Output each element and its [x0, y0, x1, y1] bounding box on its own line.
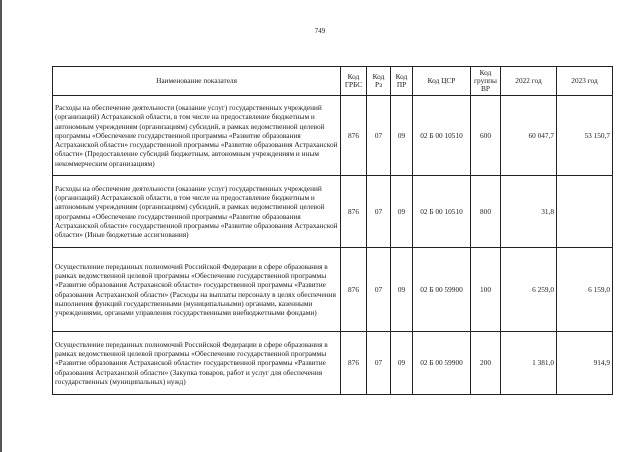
row-grbs: 876	[341, 96, 367, 176]
table-header	[53, 67, 613, 96]
row-csr: 02 Б 00 10510	[413, 176, 471, 248]
page-number: 749	[314, 27, 326, 35]
row-rz: 07	[367, 248, 391, 332]
header-rz: Код Рз	[367, 67, 391, 96]
row-vr: 800	[471, 176, 501, 248]
row-pr: 09	[391, 176, 413, 248]
row-grbs: 876	[341, 248, 367, 332]
row-csr: 02 Б 00 10510	[413, 96, 471, 176]
table-body	[53, 96, 613, 395]
header-2022: 2022 год	[501, 67, 557, 96]
row-2023: 914,9	[557, 332, 613, 395]
row-2022: 31,8	[501, 176, 557, 248]
row-grbs: 876	[341, 332, 367, 395]
row-vr: 200	[471, 332, 501, 395]
header-2023: 2023 год	[557, 67, 613, 96]
row-vr: 600	[471, 96, 501, 176]
budget-table	[52, 66, 613, 395]
row-pr: 09	[391, 96, 413, 176]
scan-left-edge	[0, 0, 2, 452]
row-rz: 07	[367, 332, 391, 395]
row-2023	[557, 176, 613, 248]
row-rz: 07	[367, 96, 391, 176]
row-pr: 09	[391, 248, 413, 332]
row-name: Расходы на обеспечение деятельности (оказание услуг) государственных учреждений (организаций) Астраханской области, в том числе на предоставление бюджетным и автономным учреждениям (организациям) субсидий, в рамках ведомственной целевой программы «Обеспечение государственной программы «Развитие образования Астраханской области» государственной программы «Развитие образования Астраханской области» (Предоставление субсидий бюджетным, автономным учреждениям и иным некоммерческим организациям)	[53, 96, 341, 176]
row-csr: 02 Б 00 59900	[413, 332, 471, 395]
table-row	[53, 176, 613, 248]
header-pr: Код ПР	[391, 67, 413, 96]
table-row	[53, 248, 613, 332]
row-2023: 53 150,7	[557, 96, 613, 176]
header-row	[53, 67, 613, 96]
row-2023: 6 159,0	[557, 248, 613, 332]
row-pr: 09	[391, 332, 413, 395]
header-grbs: Код ГРБС	[341, 67, 367, 96]
row-name: Расходы на обеспечение деятельности (оказание услуг) государственных учреждений (организаций) Астраханской области, в том числе на предоставление бюджетным и автономным учреждениям (организациям) субсидий, в рамках ведомственной целевой программы «Обеспечение государственной программы «Развитие образования Астраханской области» государственной программы «Развитие образования Астраханской области» (Иные бюджетные ассигнования)	[53, 176, 341, 248]
row-rz: 07	[367, 176, 391, 248]
header-csr: Код ЦСР	[413, 67, 471, 96]
header-vr: Код группы ВР	[471, 67, 501, 96]
row-name: Осуществление переданных полномочий Российской Федерации в сфере образования в рамках ведомственной целевой программы «Обеспечение государственной программы «Развитие образования Астраханской области» государственной программы «Развитие образования Астраханской области» (Закупка товаров, работ и услуг для обеспечения государственных (муниципальных) нужд)	[53, 332, 341, 395]
row-vr: 100	[471, 248, 501, 332]
table-row	[53, 96, 613, 176]
row-2022: 1 381,0	[501, 332, 557, 395]
table-row	[53, 332, 613, 395]
header-name: Наименование показателя	[53, 67, 341, 96]
row-2022: 60 047,7	[501, 96, 557, 176]
row-csr: 02 Б 00 59900	[413, 248, 471, 332]
row-name: Осуществление переданных полномочий Российской Федерации в сфере образования в рамках ведомственной целевой программы «Обеспечение государственной программы «Развитие образования Астраханской области» государственной программы «Развитие образования Астраханской области» (Расходы на выплаты персоналу в целях обеспечения выполнения функций государственными (муниципальными) органами, казенными учреждениями, органами управления государственными внебюджетными фондами)	[53, 248, 341, 332]
row-grbs: 876	[341, 176, 367, 248]
row-2022: 6 259,0	[501, 248, 557, 332]
